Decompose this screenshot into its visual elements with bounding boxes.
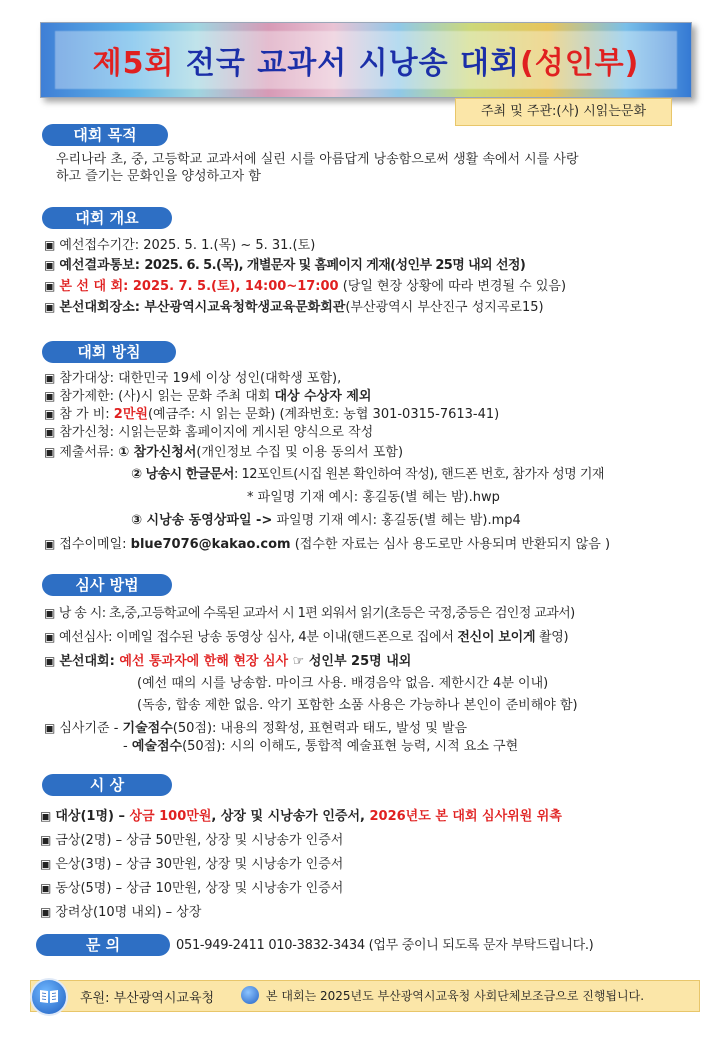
judging-line-6: ▣ 심사기준 - 기술점수(50점): 내용의 정확성, 표현력과 태도, 발성 및 발음 bbox=[44, 721, 468, 736]
purpose-line-2: 하고 즐기는 문화인을 양성하고자 함 bbox=[56, 169, 261, 184]
bullet-icon: ▣ bbox=[44, 279, 56, 293]
section-header-overview: 대회 개요 bbox=[42, 207, 172, 229]
bullet-icon: ▣ bbox=[44, 258, 56, 272]
policy-line-8: ③ 시낭송 동영상파일 -> 파일명 기재 예시: 홍길동(별 헤는 밤).mp4 bbox=[131, 513, 521, 528]
policy-line-1: ▣ 참가대상: 대한민국 19세 이상 성인(대학생 포함), bbox=[44, 371, 342, 386]
awards-line-5: ▣ 장려상(10명 내외) – 상장 bbox=[40, 905, 202, 920]
bullet-icon: ▣ bbox=[44, 300, 56, 314]
policy-line-6: ② 낭송시 한글문서: 12포인트(시집 원본 확인하여 작성), 핸드폰 번호, 참가자 성명 기재 bbox=[131, 467, 604, 482]
section-header-policy: 대회 방침 bbox=[42, 341, 176, 363]
section-header-purpose: 대회 목적 bbox=[42, 124, 168, 146]
section-header-judging: 심사 방법 bbox=[42, 574, 172, 596]
bullet-icon: ▣ bbox=[44, 238, 56, 252]
bullet-icon: ▣ bbox=[40, 905, 52, 919]
bullet-icon: ▣ bbox=[44, 445, 56, 459]
title-banner bbox=[40, 22, 692, 98]
policy-line-5: ▣ 제출서류: ① 참가신청서(개인정보 수집 및 이용 동의서 포함) bbox=[44, 445, 404, 460]
policy-line-2: ▣ 참가제한: (사)시 읽는 문화 주최 대회 대상 수상자 제외 bbox=[44, 389, 372, 404]
contact-line: 051-949-2411 010-3832-3434 (업무 중이니 되도록 문자 부탁드립니다.) bbox=[176, 938, 594, 953]
judging-line-3: ▣ 본선대회: 예선 통과자에 한해 현장 심사 ☞ 성인부 25명 내외 bbox=[44, 654, 412, 669]
divider-dot-icon bbox=[241, 986, 259, 1004]
judging-line-1: ▣ 낭 송 시: 초,중,고등학교에 수록된 교과서 시 1편 외워서 읽기(초등은 국정,중등은 검인정 교과서) bbox=[44, 606, 575, 621]
policy-line-4: ▣ 참가신청: 시읽는문화 홈페이지에 게시된 양식으로 작성 bbox=[44, 425, 374, 440]
judging-line-2: ▣ 예선심사: 이메일 접수된 낭송 동영상 심사, 4분 이내(핸드폰으로 집에서 전신이 보이게 촬영) bbox=[44, 630, 569, 645]
host-label: 주최 및 주관:(사) 시읽는문화 bbox=[455, 98, 672, 126]
judging-line-5: (독송, 합송 제한 없음. 악기 포함한 소품 사용은 가능하나 본인이 준비해야 함) bbox=[137, 698, 578, 713]
page-title: 제5회 전국 교과서 시낭송 대회(성인부) bbox=[92, 46, 640, 81]
awards-line-3: ▣ 은상(3명) – 상금 30만원, 상장 및 시낭송가 인증서 bbox=[40, 857, 344, 872]
bullet-icon: ▣ bbox=[40, 833, 52, 847]
overview-line-3: ▣ 본 선 대 회: 2025. 7. 5.(토), 14:00~17:00 (당일 현장 상황에 따라 변경될 수 있음) bbox=[44, 279, 567, 294]
book-icon bbox=[30, 978, 68, 1016]
overview-line-2: ▣ 예선결과통보: 2025. 6. 5.(목), 개별문자 및 홈페이지 게재(성인부 25명 내외 선정) bbox=[44, 258, 526, 273]
awards-line-2: ▣ 금상(2명) – 상금 50만원, 상장 및 시낭송가 인증서 bbox=[40, 833, 344, 848]
bullet-icon: ▣ bbox=[44, 389, 56, 403]
overview-line-4: ▣ 본선대회장소: 부산광역시교육청학생교육문화회관(부산광역시 부산진구 성지곡로15) bbox=[44, 300, 544, 315]
purpose-line-1: 우리나라 초, 중, 고등학교 교과서에 실린 시를 아름답게 낭송함으로써 생활 속에서 시를 사랑 bbox=[56, 152, 579, 167]
footer-note: 본 대회는 2025년도 부산광역시교육청 사회단체보조금으로 진행됩니다. bbox=[266, 989, 645, 1003]
bullet-icon: ▣ bbox=[44, 371, 56, 385]
awards-line-1: ▣ 대상(1명) – 상금 100만원, 상장 및 시낭송가 인증서, 2026년도 본 대회 심사위원 위촉 bbox=[40, 809, 562, 824]
bullet-icon: ▣ bbox=[44, 630, 56, 644]
awards-line-4: ▣ 동상(5명) – 상금 10만원, 상장 및 시낭송가 인증서 bbox=[40, 881, 344, 896]
policy-line-3: ▣ 참 가 비: 2만원(예금주: 시 읽는 문화) (계좌번호: 농협 301-0315-7613-41) bbox=[44, 407, 500, 422]
section-header-contact: 문 의 bbox=[36, 934, 170, 956]
bullet-icon: ▣ bbox=[44, 425, 56, 439]
footer-sponsor: 후원: 부산광역시교육청 bbox=[80, 991, 215, 1006]
bullet-icon: ▣ bbox=[44, 721, 56, 735]
policy-line-7: * 파일명 기재 예시: 홍길동(별 헤는 밤).hwp bbox=[247, 490, 500, 505]
bullet-icon: ▣ bbox=[40, 809, 52, 823]
bullet-icon: ▣ bbox=[40, 881, 52, 895]
bullet-icon: ▣ bbox=[44, 606, 55, 620]
section-header-awards: 시 상 bbox=[42, 774, 172, 796]
policy-line-9: ▣ 접수이메일: blue7076@kakao.com (접수한 자료는 심사 용도로만 사용되며 반환되지 않음 ) bbox=[44, 537, 611, 552]
overview-line-1: ▣ 예선접수기간: 2025. 5. 1.(목) ~ 5. 31.(토) bbox=[44, 238, 316, 253]
bullet-icon: ▣ bbox=[44, 537, 56, 551]
bullet-icon: ▣ bbox=[44, 407, 56, 421]
email-link[interactable]: blue7076@kakao.com bbox=[130, 537, 291, 552]
judging-line-7: - 예술점수(50점): 시의 이해도, 통합적 예술표현 능력, 시적 요소 구현 bbox=[123, 739, 519, 754]
bullet-icon: ▣ bbox=[40, 857, 52, 871]
judging-line-4: (예선 때의 시를 낭송함. 마이크 사용. 배경음악 없음. 제한시간 4분 이내) bbox=[137, 676, 549, 691]
bullet-icon: ▣ bbox=[44, 654, 56, 668]
